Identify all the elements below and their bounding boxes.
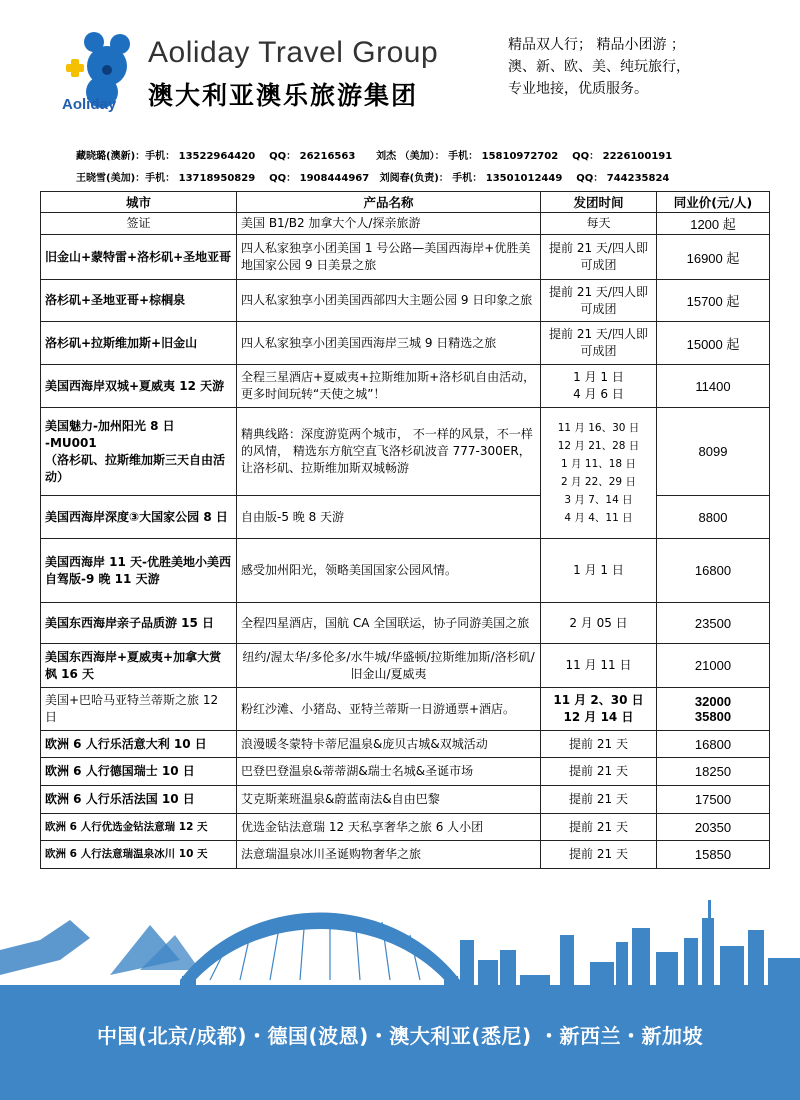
contact-qq-label: QQ：: [576, 173, 604, 184]
cell-product: 全程三星酒店+夏威夷+拉斯维加斯+洛杉矶自由活动，更多时间玩转“天使之城”！: [237, 365, 541, 408]
table-row: [41, 322, 770, 365]
cell-departure: 每天: [541, 213, 657, 235]
cell-departure: 提前 21 天: [541, 731, 657, 758]
city-line: -MU001: [45, 435, 97, 450]
cell-city: 洛杉矶+拉斯维加斯+旧金山: [41, 322, 237, 365]
table-row: [41, 213, 770, 235]
departure-date: 11 月 16、30 日: [557, 422, 640, 434]
cell-city: 美国东西海岸+夏威夷+加拿大赏枫 16 天: [41, 644, 237, 688]
cell-departure: 1 月 1 日: [541, 539, 657, 603]
contact-qq: 26216563: [299, 151, 356, 162]
cell-price: 21000: [657, 644, 770, 688]
city-line: （洛杉矶、拉斯维加斯三天自由活动）: [45, 452, 226, 484]
cell-departure: 11 月 11 日: [541, 644, 657, 688]
contact-qq: 744235824: [606, 173, 670, 184]
contact-name: 王晓雪(美加)：手机：: [76, 173, 176, 184]
cell-departure: [541, 688, 657, 731]
slogan-line: 澳、新、欧、美、纯玩旅行，: [508, 59, 690, 75]
table-row: [41, 365, 770, 408]
contact-list: [76, 146, 672, 190]
cell-city: 旧金山+蒙特雷+洛杉矶+圣地亚哥: [41, 235, 237, 280]
city-line: 自驾版-9 晚 11 天游: [45, 571, 160, 586]
cell-price: 15850: [657, 841, 770, 869]
contact-phone: 13501012449: [485, 173, 563, 184]
table-row: [41, 841, 770, 869]
cell-price: 15000 起: [657, 322, 770, 365]
cell-city: 欧洲 6 人行优选金钻法意瑞 12 天: [41, 814, 237, 841]
cell-city: [41, 408, 237, 496]
cell-city: 美国+巴哈马亚特兰蒂斯之旅 12 日: [41, 688, 237, 731]
column-header-price: 同业价(元/人): [657, 192, 770, 213]
column-header-departure: 发团时间: [541, 192, 657, 213]
cell-price: 15700 起: [657, 280, 770, 322]
column-header-city: 城市: [41, 192, 237, 213]
departure-date: 4 月 6 日: [573, 387, 624, 401]
table-row: [41, 408, 770, 496]
departure-date: 1 月 1 日: [573, 370, 624, 384]
contact-phone: 13522964420: [178, 151, 256, 162]
cell-price: 16800: [657, 539, 770, 603]
cell-product: 美国 B1/B2 加拿大个人/探亲旅游: [237, 213, 541, 235]
cell-product: 纽约/渥太华/多伦多/水牛城/华盛顿/拉斯维加斯/洛杉矶/旧金山/夏威夷: [237, 644, 541, 688]
cell-city: 签证: [41, 213, 237, 235]
cell-product: 全程四星酒店，国航 CA 全国联运，协子同游美国之旅: [237, 603, 541, 644]
table-row: [41, 644, 770, 688]
cell-departure: 提前 21 天/四人即可成团: [541, 280, 657, 322]
slogan-line: 精品双人行； 精品小团游 ；: [508, 37, 685, 53]
table-row: [41, 786, 770, 814]
contact-qq-label: QQ：: [269, 151, 297, 162]
departure-date: 12 月 14 日: [563, 710, 634, 724]
departure-date: 12 月 21、28 日: [557, 440, 640, 452]
departure-date: 1 月 11、18 日: [561, 458, 636, 470]
cell-city: 美国西海岸双城+夏威夷 12 天游: [41, 365, 237, 408]
contact-name: 刘阅春(负责)： 手机：: [379, 173, 483, 184]
cell-product: 艾克斯莱班温泉&蔚蓝南法&自由巴黎: [237, 786, 541, 814]
contact-row: [76, 168, 672, 190]
cell-city: 欧洲 6 人行德国瑞士 10 日: [41, 758, 237, 786]
table-row: [41, 814, 770, 841]
table-row: [41, 731, 770, 758]
cell-city: 美国西海岸深度③大国家公园 8 日: [41, 496, 237, 539]
slogan: [508, 34, 690, 100]
cell-departure: 提前 21 天: [541, 786, 657, 814]
cell-city: 欧洲 6 人行乐活意大利 10 日: [41, 731, 237, 758]
cell-product: 法意瑞温泉冰川圣诞购物奢华之旅: [237, 841, 541, 869]
contact-qq-label: QQ：: [269, 173, 297, 184]
contact-name: 藏晓璐(澳新)：手机：: [76, 151, 176, 162]
page-header: [0, 0, 800, 140]
city-line: 美国西海岸 11 天-优胜美地小美西: [45, 554, 232, 569]
cell-product: 巴登巴登温泉&蒂蒂湖&瑞士名城&圣诞市场: [237, 758, 541, 786]
cell-departure: 提前 21 天: [541, 841, 657, 869]
cell-price: [657, 688, 770, 731]
cell-departure-shared: [541, 408, 657, 539]
contact-phone: 13718950829: [178, 173, 256, 184]
city-line: 美国魅力-加州阳光 8 日: [45, 418, 175, 433]
cell-departure: 提前 21 天: [541, 814, 657, 841]
price-value: 35800: [694, 709, 732, 724]
cell-city: [41, 539, 237, 603]
sydney-skyline-banner: [0, 880, 800, 1100]
contact-qq-label: QQ：: [572, 151, 600, 162]
cell-product: 感受加州阳光，领略美国国家公园风情。: [237, 539, 541, 603]
contact-name: 刘杰 （美加）： 手机：: [376, 151, 479, 162]
cell-price: 16800: [657, 731, 770, 758]
table-row: [41, 496, 770, 539]
cell-product: 自由版-5 晚 8 天游: [237, 496, 541, 539]
cell-product: 四人私家独享小团美国 1 号公路—美国西海岸+优胜美地国家公园 9 日美景之旅: [237, 235, 541, 280]
cell-product: 优选金钻法意瑞 12 天私享奢华之旅 6 人小团: [237, 814, 541, 841]
cell-city: 欧洲 6 人行乐活法国 10 日: [41, 786, 237, 814]
contact-qq: 2226100191: [602, 151, 673, 162]
cell-product: 精典线路：深度游览两个城市， 不一样的风景，不一样的风情， 精选东方航空直飞洛杉矶波音 777-300ER，让洛杉矶、拉斯维加斯双城畅游: [237, 408, 541, 496]
cell-price: 17500: [657, 786, 770, 814]
cell-city: 洛杉矶+圣地亚哥+棕榈泉: [41, 280, 237, 322]
company-name-chinese: 澳大利亚澳乐旅游集团: [148, 81, 419, 110]
cell-price: 8800: [657, 496, 770, 539]
departure-date: 3 月 7、14 日: [564, 494, 633, 506]
cell-product: 粉红沙滩、小猪岛、亚特兰蒂斯一日游通票+酒店。: [237, 688, 541, 731]
office-locations: 中国(北京/成都)・德国(波恩)・澳大利亚(悉尼) ・新西兰・新加坡: [96, 1024, 704, 1048]
logo-wordmark: Aoliday: [62, 96, 117, 113]
cell-departure: 提前 21 天: [541, 758, 657, 786]
column-header-product: 产品名称: [237, 192, 541, 213]
product-price-table: [40, 191, 770, 869]
cell-price: 23500: [657, 603, 770, 644]
cell-product: 四人私家独享小团美国西海岸三城 9 日精选之旅: [237, 322, 541, 365]
cell-price: 20350: [657, 814, 770, 841]
cell-price: 1200 起: [657, 213, 770, 235]
departure-date: 11 月 2、30 日: [553, 693, 644, 707]
cell-product: 浪漫暖冬蒙特卡蒂尼温泉&庞贝古城&双城活动: [237, 731, 541, 758]
cell-price: 16900 起: [657, 235, 770, 280]
cell-departure: [541, 365, 657, 408]
slogan-line: 专业地接，优质服务。: [508, 81, 648, 97]
cell-product: 四人私家独享小团美国西部四大主题公园 9 日印象之旅: [237, 280, 541, 322]
table-row: [41, 235, 770, 280]
cell-price: 18250: [657, 758, 770, 786]
departure-date: 4 月 4、11 日: [564, 512, 633, 524]
table-row: [41, 688, 770, 731]
table-header-row: [41, 192, 770, 213]
table-row: [41, 280, 770, 322]
table-row: [41, 603, 770, 644]
cell-city: 欧洲 6 人行法意瑞温泉冰川 10 天: [41, 841, 237, 869]
price-value: 32000: [694, 694, 732, 709]
contact-qq: 1908444967: [299, 173, 370, 184]
contact-row: [76, 146, 672, 168]
cell-city: 美国东西海岸亲子品质游 15 日: [41, 603, 237, 644]
cell-price: 11400: [657, 365, 770, 408]
cell-departure: 2 月 05 日: [541, 603, 657, 644]
cell-departure: 提前 21 天/四人即可成团: [541, 235, 657, 280]
departure-date: 2 月 22、29 日: [561, 476, 636, 488]
table-row: [41, 758, 770, 786]
cell-departure: 提前 21 天/四人即可成团: [541, 322, 657, 365]
table-row: [41, 539, 770, 603]
company-name-english: Aoliday Travel Group: [148, 36, 439, 69]
contact-phone: 15810972702: [481, 151, 559, 162]
cell-price: 8099: [657, 408, 770, 496]
